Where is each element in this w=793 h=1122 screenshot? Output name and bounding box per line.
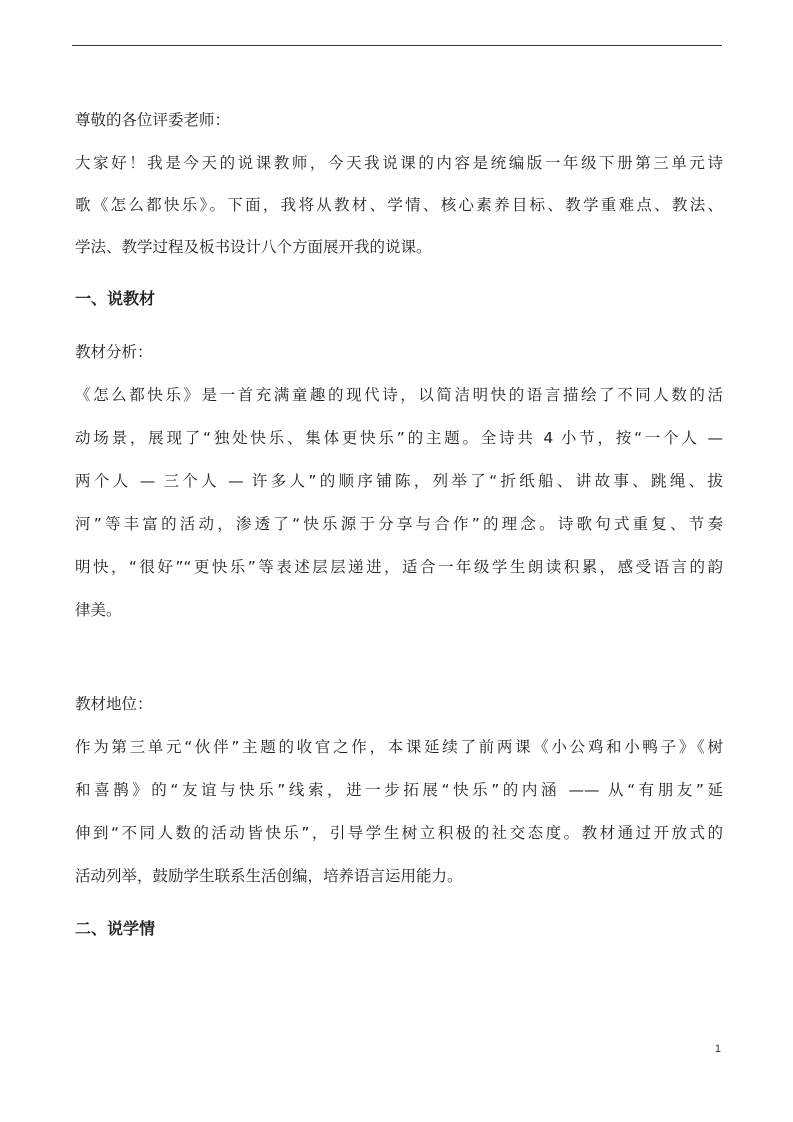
section-heading-students: 二、说学情 bbox=[75, 919, 156, 938]
section-heading-textbook: 一、说教材 bbox=[75, 289, 156, 308]
position-line-3: 伸到“不同人数的活动皆快乐”，引导学生树立积极的社交态度。教材通过开放式的 bbox=[75, 824, 723, 842]
greeting: 尊敬的各位评委老师： bbox=[75, 111, 231, 129]
position-line-1: 作为第三单元“伙伴”主题的收官之作，本课延续了前两课《小公鸡和小鸭子》《树 bbox=[75, 738, 723, 756]
intro-line-1: 大家好！我是今天的说课教师，今天我说课的内容是统编版一年级下册第三单元诗 bbox=[75, 154, 723, 172]
analysis-line-4: 河”等丰富的活动，渗透了“快乐源于分享与合作”的理念。诗歌句式重复、节奏 bbox=[75, 515, 723, 533]
position-line-4: 活动列举，鼓励学生联系生活创编，培养语言运用能力。 bbox=[75, 867, 463, 885]
position-line-2: 和喜鹊》的“友谊与快乐”线索，进一步拓展“快乐”的内涵 —— 从“有朋友”延 bbox=[75, 781, 723, 799]
document-body bbox=[75, 106, 723, 939]
analysis-line-6: 律美。 bbox=[75, 601, 122, 619]
header-rule bbox=[72, 45, 722, 46]
position-label: 教材地位： bbox=[75, 695, 153, 713]
intro-line-2: 歌《怎么都快乐》。下面，我将从教材、学情、核心素养目标、教学重难点、教法、 bbox=[75, 196, 723, 214]
analysis-label: 教材分析： bbox=[75, 343, 153, 361]
analysis-line-3: 两个人 — 三个人 — 许多人”的顺序铺陈，列举了“折纸船、讲故事、跳绳、拔 bbox=[75, 472, 723, 490]
analysis-line-5: 明快，“很好”“更快乐”等表述层层递进，适合一年级学生朗读积累，感受语言的韵 bbox=[75, 558, 723, 576]
analysis-line-2: 动场景，展现了“独处快乐、集体更快乐”的主题。全诗共 4 小节，按“一个人 — bbox=[75, 429, 723, 447]
analysis-line-1: 《怎么都快乐》是一首充满童趣的现代诗，以简洁明快的语言描绘了不同人数的活 bbox=[75, 386, 723, 404]
page-number: 1 bbox=[714, 1043, 721, 1055]
intro-line-3: 学法、教学过程及板书设计八个方面展开我的说课。 bbox=[75, 238, 432, 256]
